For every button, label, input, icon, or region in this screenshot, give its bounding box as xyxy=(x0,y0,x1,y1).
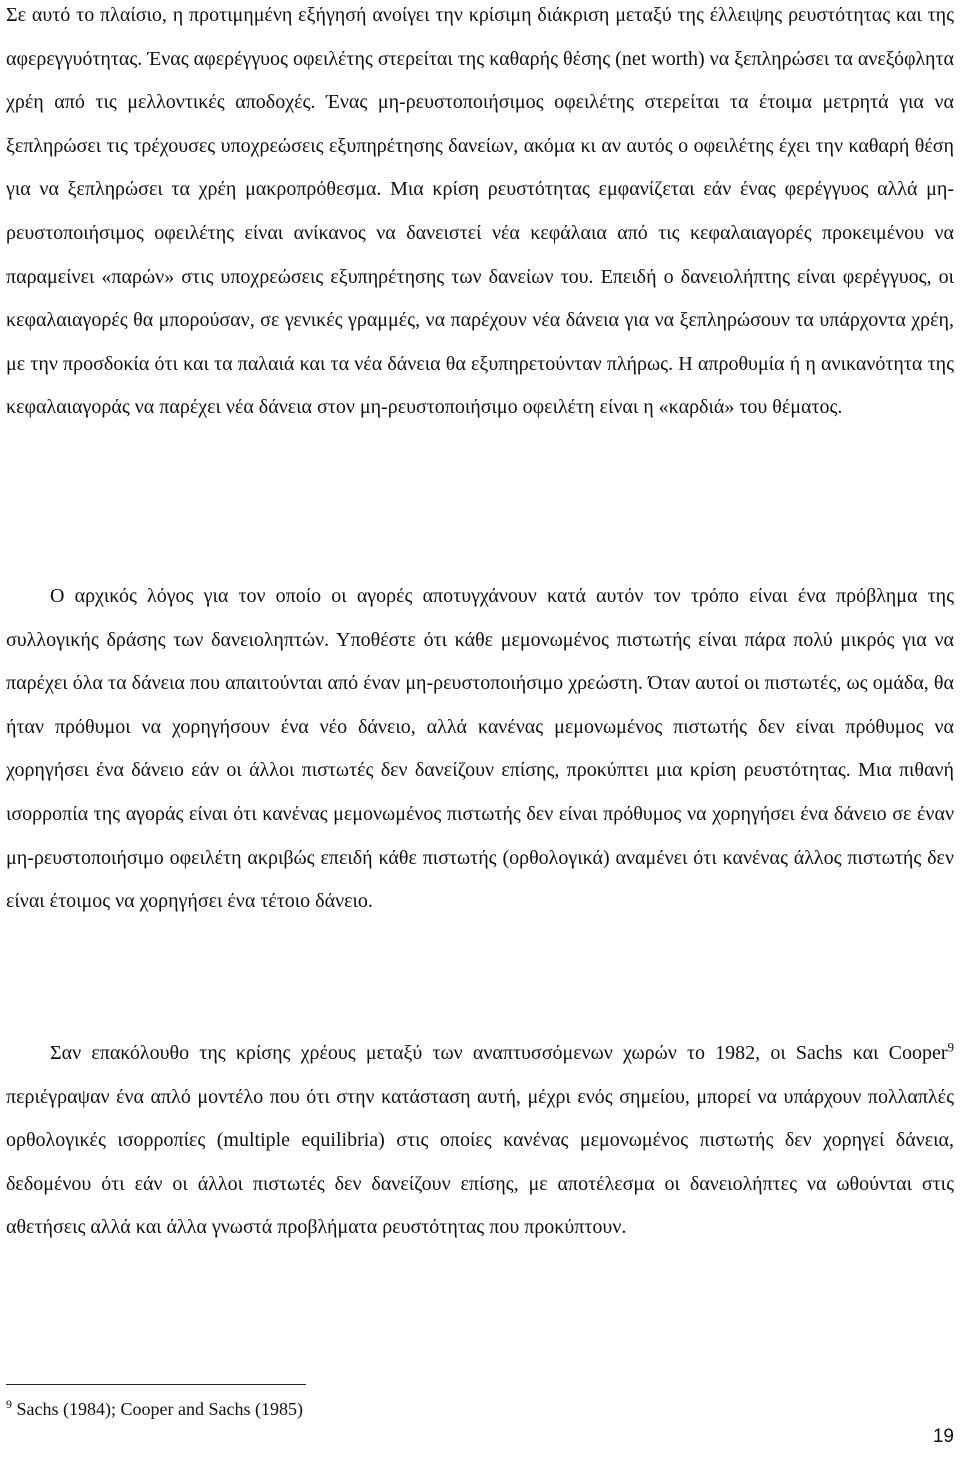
page-number: 19 xyxy=(932,1426,954,1447)
footnote-reference-9[interactable]: 9 xyxy=(947,1039,954,1055)
body-paragraph-3 xyxy=(6,1032,954,1250)
footnote-number: 9 xyxy=(6,1397,12,1411)
body-paragraph-1: Σε αυτό το πλαίσιο, η προτιμημένη εξήγησή ανοίγει την κρίσιμη διάκριση μεταξύ της έλλειψης ρευστότητας και της αφερεγγυότητας. Ένας αφερέγγυος οφειλέτης στερείται της καθαρής θέσης (net worth) να ξεπληρώσει τα ανεξόφλητα χρέη από τις μελλοντικές αποδοχές. Ένας μη-ρευστοποιήσιμος οφειλέτης στερείται τα έτοιμα μετρητά για να ξεπληρώσει τις τρέχουσες υποχρεώσεις εξυπηρέτησης δανείων, ακόμα κι αν αυτός ο οφειλέτης έχει την καθαρή θέση για να ξεπληρώσει τα χρέη μακροπρόθεσμα. Μια κρίση ρευστότητας εμφανίζεται εάν ένας φερέγγυος αλλά μη-ρευστοποιήσιμος οφειλέτης είναι ανίκανος να δανειστεί νέα κεφάλαια από τις κεφαλαιαγορές προκειμένου να παραμείνει «παρών» στις υποχρεώσεις εξυπηρέτησης των δανείων του. Επειδή ο δανειολήπτης είναι φερέγγυος, οι κεφαλαιαγορές θα μπορούσαν, σε γενικές γραμμές, να παρέχουν νέα δάνεια για να ξεπληρώσουν τα υπάρχοντα χρέη, με την προσδοκία ότι και τα παλαιά και τα νέα δάνεια θα εξυπηρετούνταν πλήρως. Η απροθυμία ή η ανικανότητα της κεφαλαιαγοράς να παρέχει νέα δάνεια στον μη-ρευστοποιήσιμο οφειλέτη είναι η «καρδιά» του θέματος. xyxy=(6,4,954,419)
body-paragraph-2: Ο αρχικός λόγος για τον οποίο οι αγορές αποτυγχάνουν κατά αυτόν τον τρόπο είναι ένα πρόβλημα της συλλογικής δράσης των δανειοληπτών. Υποθέστε ότι κάθε μεμονωμένος πιστωτής είναι πάρα πολύ μικρός για να παρέχει όλα τα δάνεια που απαιτούνται από έναν μη-ρευστοποιήσιμο χρεώστη. Όταν αυτοί οι πιστωτές, ως ομάδα, θα ήταν πρόθυμοι να χορηγήσουν ένα νέο δάνειο, αλλά κανένας μεμονωμένος πιστωτής δεν είναι πρόθυμος να χορηγήσει ένα δάνειο εάν οι άλλοι πιστωτές δεν δανείζουν επίσης, προκύπτει μια κρίση ρευστότητας. Μια πιθανή ισορροπία της αγοράς είναι ότι κανένας μεμονωμένος πιστωτής δεν είναι πρόθυμος να χορηγήσει ένα δάνειο σε έναν μη-ρευστοποιήσιμο οφειλέτη ακριβώς επειδή κάθε πιστωτής (ορθολογικά) αναμένει ότι κανένας άλλος πιστωτής δεν είναι έτοιμος να χορηγήσει ένα τέτοιο δάνειο. xyxy=(6,585,954,913)
footnote-9 xyxy=(6,1398,303,1420)
footnote-separator xyxy=(6,1384,306,1385)
paragraph-3-text-end: περιέγραψαν ένα απλό μοντέλο που ότι στην κατάσταση αυτή, μέχρι ενός σημείου, μπορεί να υπάρχουν πολλαπλές ορθολογικές ισορροπίες (multiple equilibria) στις οποίες κανένας μεμονωμένος πιστωτής δεν χορηγεί δάνεια, δεδομένου ότι εάν οι άλλοι πιστωτές δεν δανείζουν επίσης, με αποτέλεσμα οι δανειολήπτες να ωθούνται στις αθετήσεις αλλά και άλλα γνωστά προβλήματα ρευστότητας που προκύπτουν. xyxy=(6,1085,954,1239)
paragraph-3-text-start: Σαν επακόλουθο της κρίσης χρέους μεταξύ των αναπτυσσόμενων χωρών το 1982, οι Sachs και Cooper xyxy=(50,1042,948,1064)
footnote-text: Sachs (1984); Cooper and Sachs (1985) xyxy=(12,1399,303,1419)
